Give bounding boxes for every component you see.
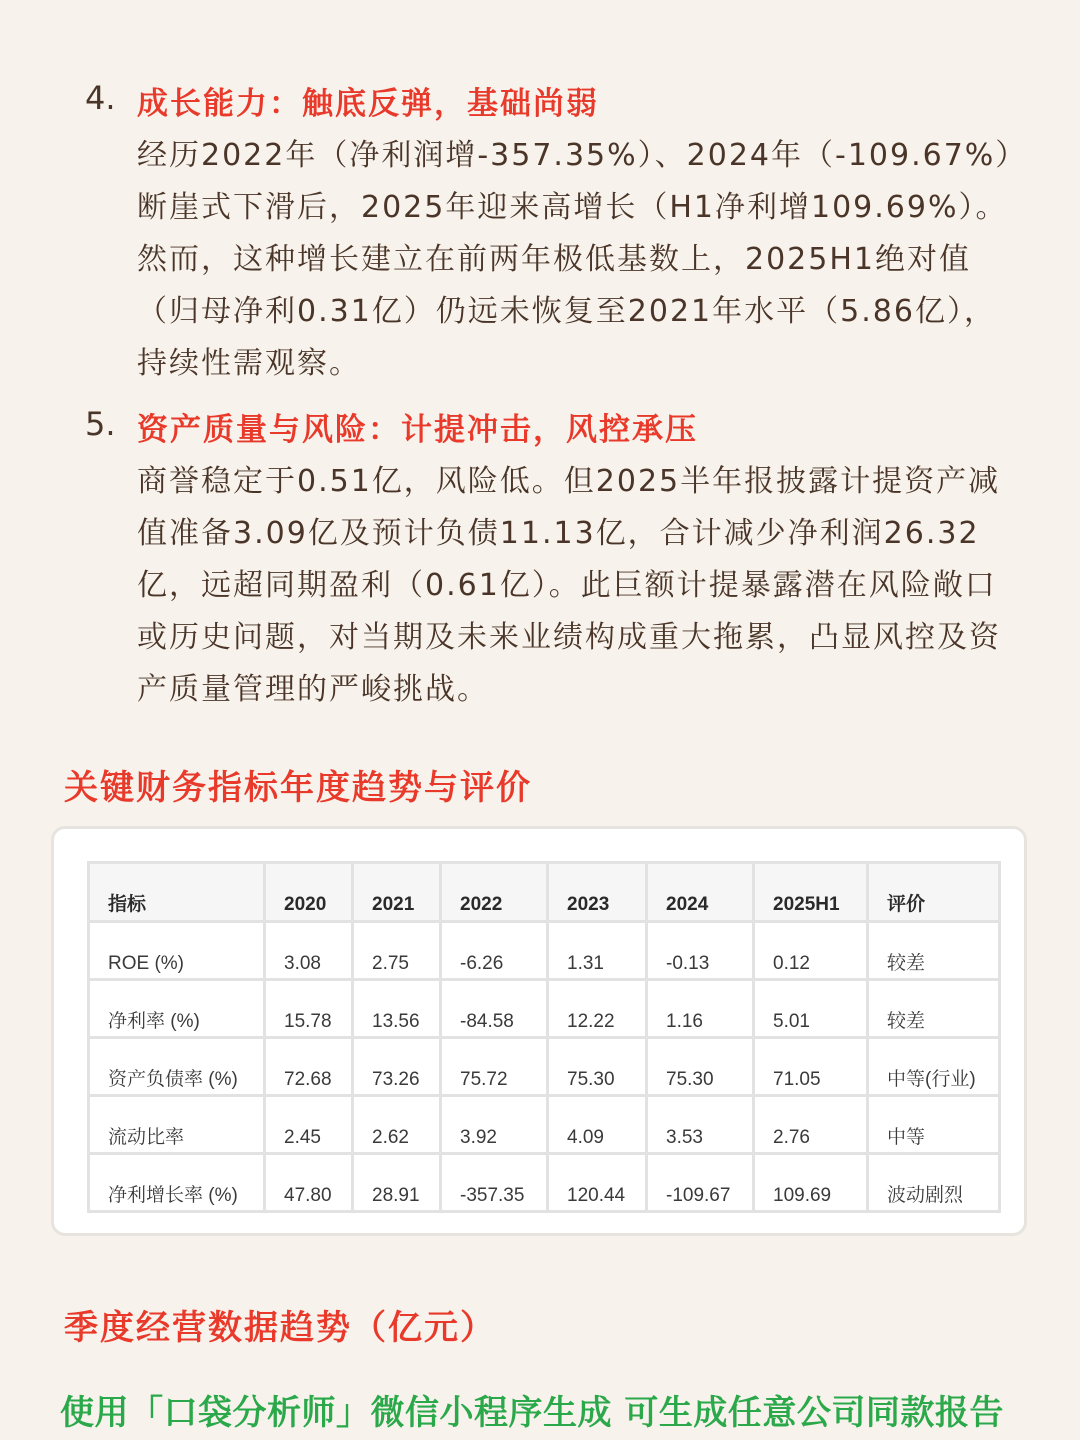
column-header: 2020 — [265, 863, 353, 922]
column-header: 评价 — [868, 863, 1000, 922]
list-number: 4. — [85, 79, 116, 117]
table-cell: 4.09 — [548, 1096, 647, 1154]
table-cell: 资产负债率 (%) — [89, 1038, 265, 1096]
table-row — [89, 1096, 1000, 1154]
item-heading: 成长能力：触底反弹，基础尚弱 — [137, 86, 599, 122]
table-cell: 2.45 — [265, 1096, 353, 1154]
table-cell: 109.69 — [754, 1154, 868, 1212]
table-cell: 75.30 — [647, 1038, 754, 1096]
footer-promo-text: 使用「口袋分析师」微信小程序生成 可生成任意公司同款报告 — [60, 1393, 1004, 1433]
table-cell: -109.67 — [647, 1154, 754, 1212]
table-cell: 2.62 — [353, 1096, 441, 1154]
table-header-row — [89, 863, 1000, 922]
table-cell: 3.92 — [441, 1096, 548, 1154]
table-cell: 1.31 — [548, 922, 647, 980]
table-row — [89, 922, 1000, 980]
table-cell: 3.53 — [647, 1096, 754, 1154]
table-cell: ROE (%) — [89, 922, 265, 980]
list-number: 5. — [85, 405, 116, 443]
table-cell: 波动剧烈 — [868, 1154, 1000, 1212]
table-cell: 2.75 — [353, 922, 441, 980]
table-cell: 72.68 — [265, 1038, 353, 1096]
table-cell: 47.80 — [265, 1154, 353, 1212]
section-title-annual-indicators: 关键财务指标年度趋势与评价 — [64, 768, 532, 808]
table-cell: -357.35 — [441, 1154, 548, 1212]
table-card — [51, 826, 1027, 1236]
table-cell: -0.13 — [647, 922, 754, 980]
item-paragraph: 经历2022年（净利润增-357.35%）、2024年（-109.67%）断崖式下滑后，2025年迎来高增长（H1净利增109.69%）。然而，这种增长建立在前两年极低基数上，2025H1绝对值（归母净利0.31亿）仍远未恢复至2021年水平（5.86亿），持续性需观察。 — [137, 138, 1013, 381]
table-cell: 净利率 (%) — [89, 980, 265, 1038]
table-row — [89, 1038, 1000, 1096]
table-cell: 3.08 — [265, 922, 353, 980]
table-cell: 中等(行业) — [868, 1038, 1000, 1096]
table-cell: 较差 — [868, 980, 1000, 1038]
table-cell: 净利增长率 (%) — [89, 1154, 265, 1212]
table-cell: 较差 — [868, 922, 1000, 980]
table-cell: 15.78 — [265, 980, 353, 1038]
section-title-quarterly-data: 季度经营数据趋势（亿元） — [64, 1308, 496, 1348]
table-cell: 2.76 — [754, 1096, 868, 1154]
table-cell: 5.01 — [754, 980, 868, 1038]
column-header: 2025H1 — [754, 863, 868, 922]
table-cell: -6.26 — [441, 922, 548, 980]
table-cell: 12.22 — [548, 980, 647, 1038]
column-header: 2021 — [353, 863, 441, 922]
column-header: 2022 — [441, 863, 548, 922]
column-header: 2023 — [548, 863, 647, 922]
table-cell: 75.72 — [441, 1038, 548, 1096]
table-cell: -84.58 — [441, 980, 548, 1038]
table-cell: 0.12 — [754, 922, 868, 980]
table-cell: 73.26 — [353, 1038, 441, 1096]
table-cell: 流动比率 — [89, 1096, 265, 1154]
table-cell: 71.05 — [754, 1038, 868, 1096]
column-header: 指标 — [89, 863, 265, 922]
table-cell: 1.16 — [647, 980, 754, 1038]
table-cell: 中等 — [868, 1096, 1000, 1154]
item-paragraph: 商誉稳定于0.51亿，风险低。但2025半年报披露计提资产减值准备3.09亿及预计负债11.13亿，合计减少净利润26.32亿，远超同期盈利（0.61亿）。此巨额计提暴露潜在风险敞口或历史问题，对当期及未来业绩构成重大拖累，凸显风控及资产质量管理的严峻挑战。 — [137, 464, 1001, 707]
table-cell: 120.44 — [548, 1154, 647, 1212]
item-heading: 资产质量与风险：计提冲击，风控承压 — [137, 412, 698, 448]
table-cell: 13.56 — [353, 980, 441, 1038]
table-cell: 75.30 — [548, 1038, 647, 1096]
table-cell: 28.91 — [353, 1154, 441, 1212]
financial-indicators-table — [87, 861, 1001, 1213]
table-row — [89, 980, 1000, 1038]
table-row — [89, 1154, 1000, 1212]
column-header: 2024 — [647, 863, 754, 922]
